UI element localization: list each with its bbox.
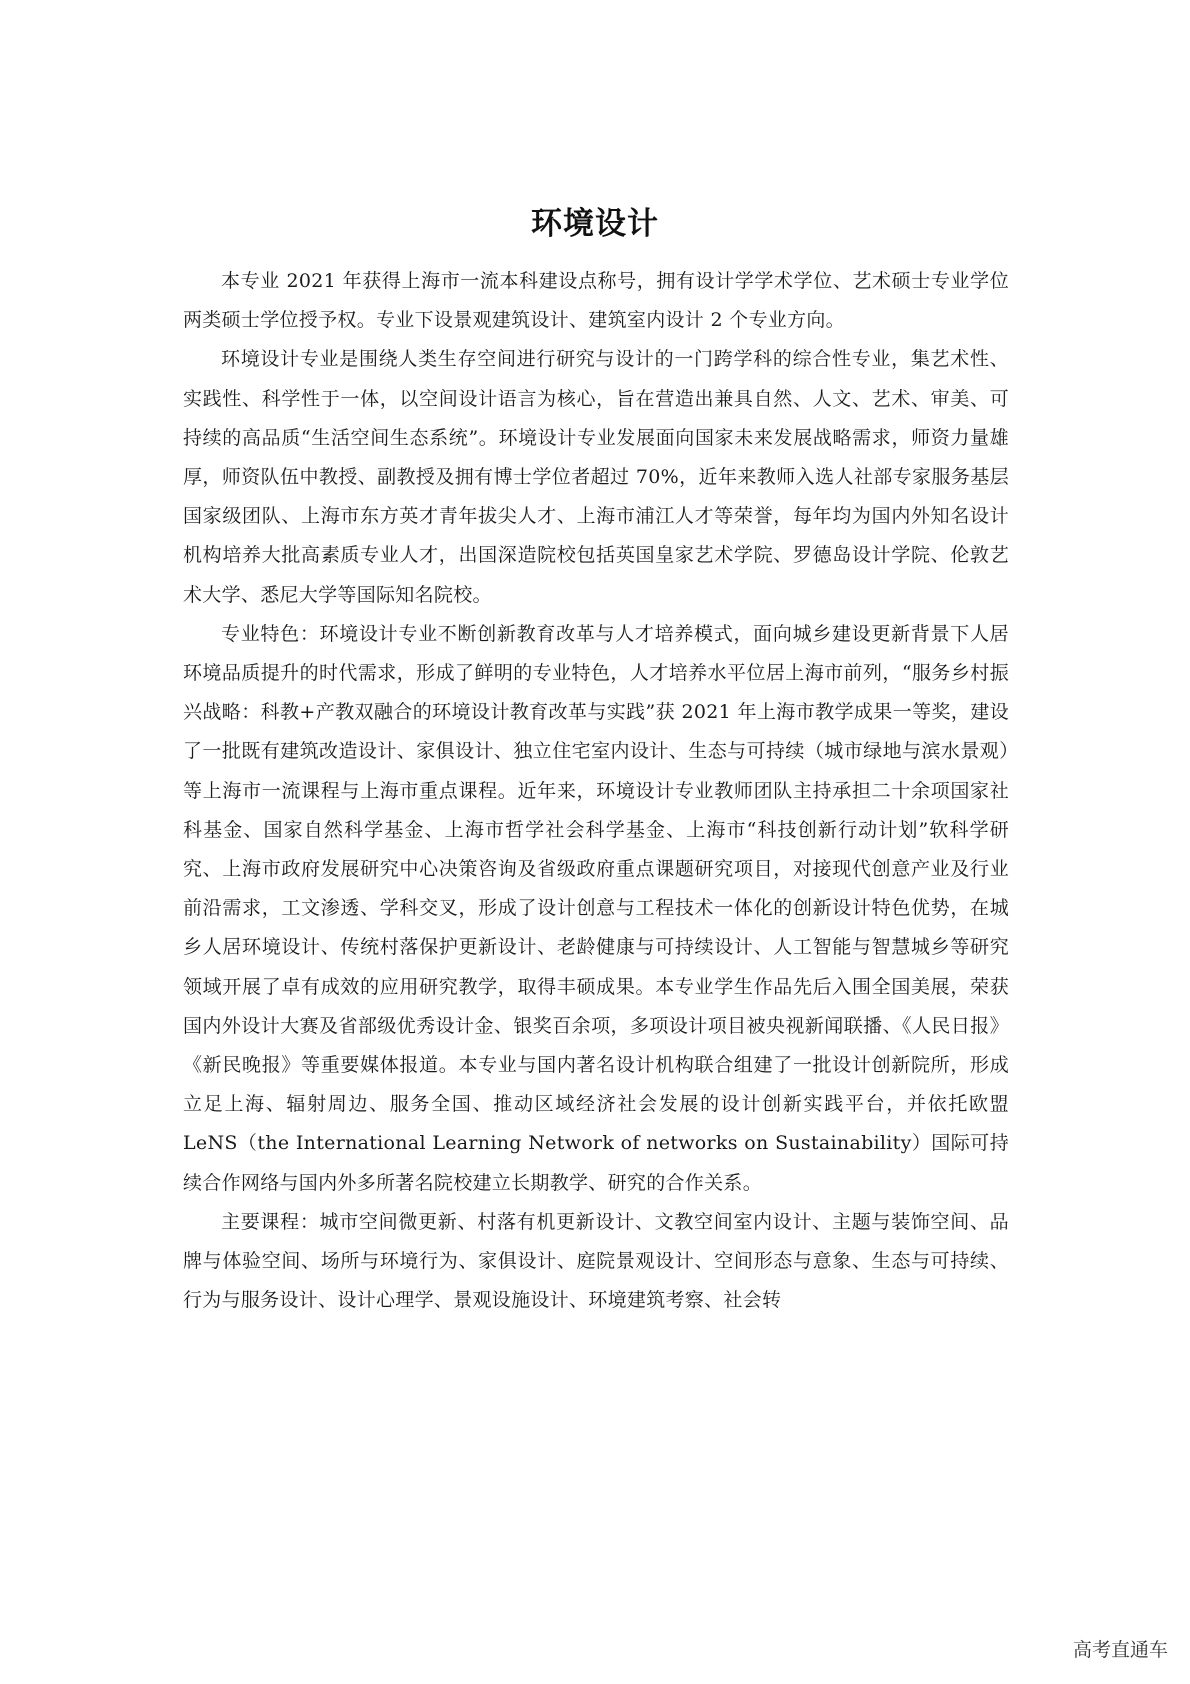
paragraph-intro: 本专业 2021 年获得上海市一流本科建设点称号，拥有设计学学术学位、艺术硕士专业学位两类硕士学位授予权。专业下设景观建筑设计、建筑室内设计 2 个专业方向。 (183, 270, 1009, 332)
page-title: 环境设计 (531, 206, 659, 242)
paragraph-overview: 环境设计专业是围绕人类生存空间进行研究与设计的一门跨学科的综合性专业，集艺术性、实践性、科学性于一体，以空间设计语言为核心，旨在营造出兼具自然、人文、艺术、审美、可持续的高品质“生活空间生态系统”。环境设计专业发展面向国家未来发展战略需求，师资力量雄厚，师资队伍中教授、副教授及拥有博士学位者超过 70%，近年来教师入选人社部专家服务基层国家级团队、上海市东方英才青年拔尖人才、上海市浦江人才等荣誉，每年均为国内外知名设计机构培养大批高素质专业人才，出国深造院校包括英国皇家艺术学院、罗德岛设计学院、伦敦艺术大学、悉尼大学等国际知名院校。 (183, 348, 1009, 606)
paragraph-courses: 主要课程：城市空间微更新、村落有机更新设计、文教空间室内设计、主题与装饰空间、品牌与体验空间、场所与环境行为、家俱设计、庭院景观设计、空间形态与意象、生态与可持续、行为与服务设计、设计心理学、景观设施设计、环境建筑考察、社会转 (183, 1210, 1009, 1312)
document-body (183, 262, 1009, 1320)
footer-watermark: 高考直通车 (1072, 1639, 1168, 1661)
paragraph-features: 专业特色：环境设计专业不断创新教育改革与人才培养模式，面向城乡建设更新背景下人居环境品质提升的时代需求，形成了鲜明的专业特色，人才培养水平位居上海市前列，“服务乡村振兴战略：科教+产教双融合的环境设计教育改革与实践”获 2021 年上海市教学成果一等奖，建设了一批既有建筑改造设计、家俱设计、独立住宅室内设计、生态与可持续（城市绿地与滨水景观）等上海市一流课程与上海市重点课程。近年来，环境设计专业教师团队主持承担二十余项国家社科基金、国家自然科学基金、上海市哲学社会科学基金、上海市“科技创新行动计划”软科学研究、上海市政府发展研究中心决策咨询及省级政府重点课题研究项目，对接现代创意产业及行业前沿需求，工文渗透、学科交叉，形成了设计创意与工程技术一体化的创新设计特色优势，在城乡人居环境设计、传统村落保护更新设计、老龄健康与可持续设计、人工智能与智慧城乡等研究领域开展了卓有成效的应用研究教学，取得丰硕成果。本专业学生作品先后入围全国美展，荣获国内外设计大赛及省部级优秀设计金、银奖百余项，多项设计项目被央视新闻联播、《人民日报》《新民晚报》等重要媒体报道。本专业与国内著名设计机构联合组建了一批设计创新院所，形成立足上海、辐射周边、服务全国、推动区域经济社会发展的设计创新实践平台，并依托欧盟 LeNS（the International Learning Network of networks on Sustainability）国际可持续合作网络与国内外多所著名院校建立长期教学、研究的合作关系。 (183, 622, 1009, 1194)
